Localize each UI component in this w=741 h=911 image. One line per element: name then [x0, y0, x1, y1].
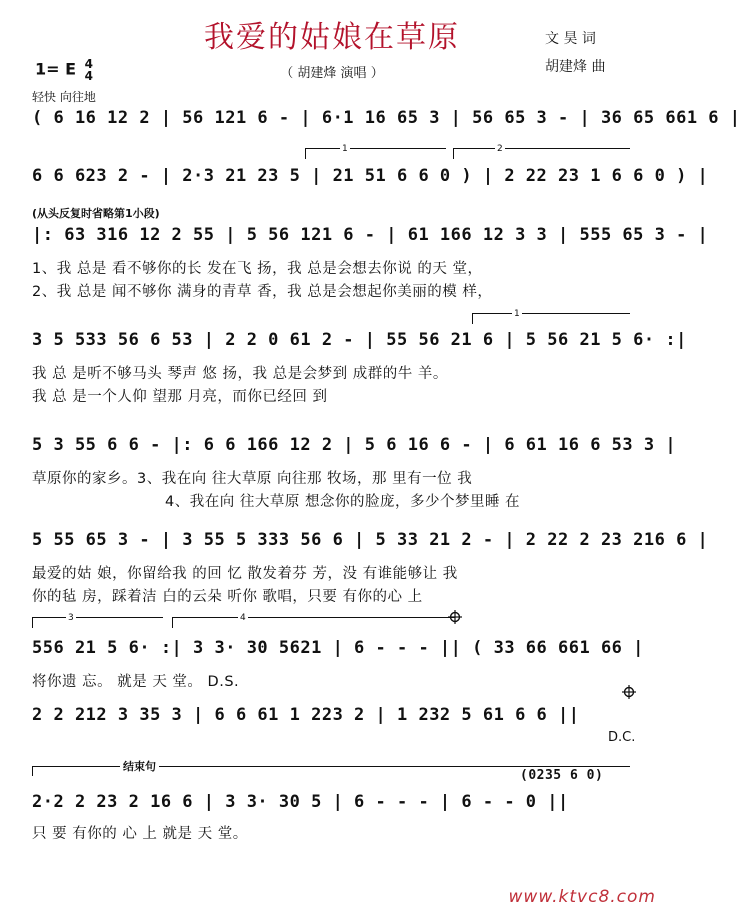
time-signature	[85, 58, 93, 82]
coda-sign-icon	[622, 685, 636, 699]
lyric-line-1: 只 要 有你的 心 上 就是 天 堂。	[32, 826, 248, 842]
tempo-marking: 轻快 向往地	[32, 90, 96, 104]
ending-label: 结束句	[120, 758, 159, 774]
lyricist-credit: 文 昊 词	[545, 31, 596, 47]
volta-bracket-1	[472, 313, 630, 324]
volta-bracket-2	[453, 148, 630, 159]
volta-number: 1	[514, 309, 520, 319]
da-capo-mark: D.C.	[608, 730, 636, 745]
lyric-line-1: 草原你的家乡。3、我在向 往大草原 向往那 牧场，那 里有一位 我	[32, 471, 473, 487]
watermark: www.ktvc8.com	[508, 887, 656, 907]
score-row-1: ( 6 16 12 2 | 56 121 6 - | 6·1 16 65 3 | 56 65 3 - | 36 65 661 6 |	[32, 108, 741, 128]
singer-credit: （ 胡建烽 演唱 ）	[280, 66, 384, 81]
volta-number: 2	[497, 144, 503, 154]
volta-bracket-3	[32, 617, 163, 628]
lyric-line-2: 你的毡 房，踩着洁 白的云朵 听你 歌唱，只要 有你的心 上	[32, 589, 423, 605]
lyric-line-1: 最爱的姑 娘，你留给我 的回 忆 散发着芬 芳，没 有谁能够让 我	[32, 566, 458, 582]
repeat-note: (从头反复时省略第1小段)	[32, 207, 160, 220]
page-title: 我爱的姑娘在草原	[204, 20, 460, 55]
volta-number: 3	[68, 613, 74, 623]
score-row-2: 6 6 623 2 - | 2·3 21 23 5 | 21 51 6 6 0 ) | 2 22 23 1 6 6 0 ) |	[32, 166, 709, 186]
lyric-line-2: 2、我 总是 闻不够你 满身的青草 香，我 总是会想起你美丽的模 样，	[32, 284, 493, 300]
volta-bracket-1	[305, 148, 446, 159]
lyric-line-1: 将你遗 忘。 就是 天 堂。 D.S.	[32, 674, 240, 690]
lyric-line-1: 1、我 总是 看不够你的长 发在飞 扬，我 总是会想去你说 的天 堂，	[32, 261, 483, 277]
key-label: 1= E	[35, 59, 77, 79]
score-row-4: 3 5 533 56 6 53 | 2 2 0 61 2 - | 55 56 21 6 | 5 56 21 5 6· :|	[32, 330, 687, 350]
score-row-5: 5 3 55 6 6 - |: 6 6 166 12 2 | 5 6 16 6 - | 6 61 16 6 53 3 |	[32, 435, 677, 455]
lyric-line-2: 4、我在向 往大草原 想念你的脸庞，多少个梦里睡 在	[165, 494, 521, 510]
score-row-3: |: 63 316 12 2 55 | 5 56 121 6 - | 61 166 12 3 3 | 555 65 3 - |	[32, 225, 709, 245]
lyric-line-1: 我 总 是听不够马头 琴声 悠 扬，我 总是会梦到 成群的牛 羊。	[32, 366, 448, 382]
time-bottom: 4	[84, 69, 93, 83]
coda-sign-icon	[448, 610, 462, 624]
key-signature	[35, 58, 93, 82]
score-row-8: 2 2 212 3 35 3 | 6 6 61 1 223 2 | 1 232 5 61 6 6 ||	[32, 705, 580, 725]
score-row-6: 5 55 65 3 - | 3 55 5 333 56 6 | 5 33 21 2 - | 2 22 2 23 216 6 |	[32, 530, 709, 550]
composer-credit: 胡建烽 曲	[545, 59, 606, 75]
score-row-9: 2·2 2 23 2 16 6 | 3 3· 30 5 | 6 - - - | 6 - - 0 ||	[32, 792, 569, 812]
lyric-line-2: 我 总 是一个人仰 望那 月亮，而你已经回 到	[32, 389, 328, 405]
volta-number: 4	[240, 613, 246, 623]
score-row-7: 556 21 5 6· :| 3 3· 30 5621 | 6 - - - || ( 33 66 661 66 |	[32, 638, 644, 658]
volta-number: 1	[342, 144, 348, 154]
ending-bracket-left	[32, 766, 33, 776]
volta-bracket-4	[172, 617, 455, 628]
time-top: 4	[84, 57, 93, 71]
ending-alt-phrase: (0235 6 0)	[520, 768, 604, 783]
